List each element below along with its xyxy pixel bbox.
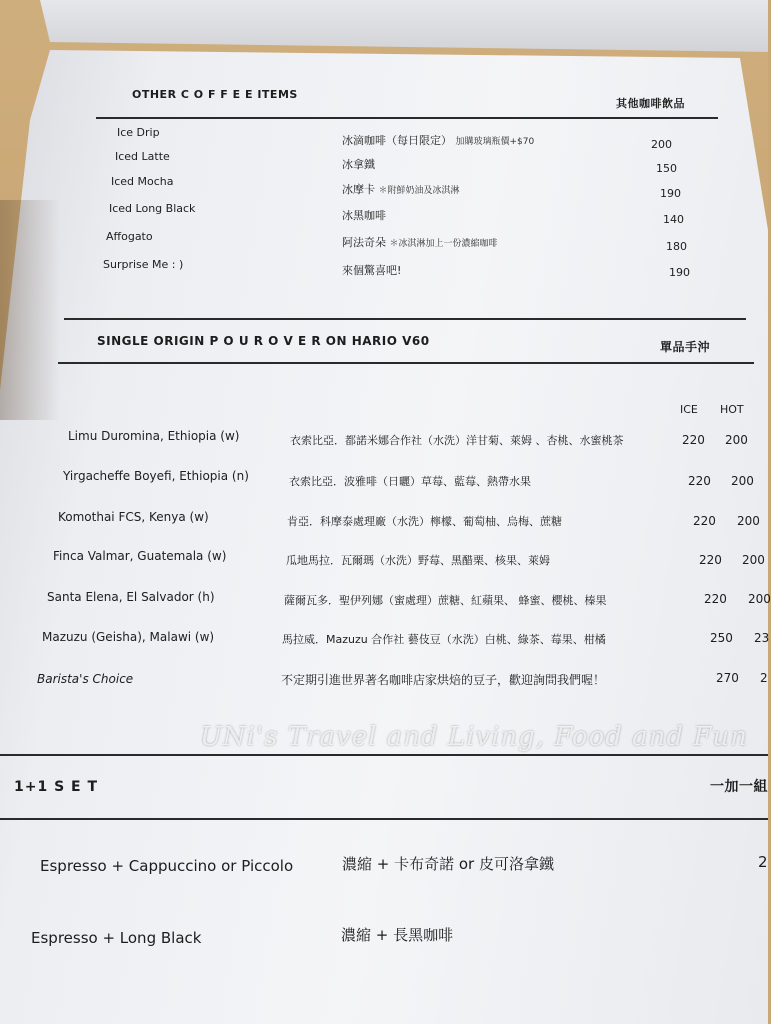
section-rule bbox=[0, 754, 768, 756]
price-ice: 220 bbox=[688, 474, 711, 488]
menu-item-price: 180 bbox=[666, 240, 687, 253]
menu-item-name-zh: 冰滴咖啡（每日限定） 加購玻璃瓶價+$70 bbox=[342, 134, 535, 147]
single-origin-title: SINGLE ORIGIN P O U R O V E R ON HARIO V60 bbox=[97, 334, 430, 348]
menu-item-name-zh: 冰拿鐵 bbox=[342, 158, 375, 171]
coffee-origin-name: Komothai FCS, Kenya (w) bbox=[58, 510, 209, 524]
menu-item-name-zh: 冰摩卡 ＊附鮮奶油及冰淇淋 bbox=[342, 183, 460, 196]
price-hot: 2 bbox=[760, 671, 768, 685]
menu-item-price: 200 bbox=[651, 138, 672, 151]
coffee-origin-name: Barista's Choice bbox=[37, 672, 134, 686]
coffee-tasting-notes: 瓜地馬拉．瓦爾瑪（水洗）野莓、黑醋栗、核果、萊姆 bbox=[286, 554, 550, 567]
column-header-hot: HOT bbox=[720, 403, 744, 416]
price-ice: 220 bbox=[699, 553, 722, 567]
coffee-origin-name: Finca Valmar, Guatemala (w) bbox=[53, 549, 227, 563]
coffee-origin-name: Yirgacheffe Boyefi, Ethiopia (n) bbox=[63, 469, 249, 483]
price-hot: 200 bbox=[742, 553, 765, 567]
menu-item-name: Ice Drip bbox=[117, 126, 160, 139]
menu-item-name-zh: 來個驚喜吧! bbox=[342, 264, 402, 277]
price-ice: 220 bbox=[693, 514, 716, 528]
menu-item-name: Iced Long Black bbox=[109, 202, 196, 215]
set-item-name: Espresso + Long Black bbox=[31, 929, 202, 947]
coffee-tasting-notes: 不定期引進世界著名咖啡店家烘焙的豆子，歡迎詢問我們喔！ bbox=[281, 673, 606, 687]
coffee-tasting-notes: 馬拉威．Mazuzu 合作社 藝伎豆（水洗）白桃、綠茶、莓果、柑橘 bbox=[282, 633, 606, 646]
menu-item-price: 190 bbox=[669, 266, 690, 279]
other-coffee-title-zh: 其他咖啡飲品 bbox=[616, 97, 685, 110]
menu-item-price: 150 bbox=[656, 162, 677, 175]
coffee-origin-name: Limu Duromina, Ethiopia (w) bbox=[68, 429, 240, 443]
price-ice: 220 bbox=[704, 592, 727, 606]
single-origin-title-zh: 單品手沖 bbox=[660, 340, 711, 354]
menu-item-name: Surprise Me : ) bbox=[103, 258, 184, 271]
set-item-name: Espresso + Cappuccino or Piccolo bbox=[40, 857, 294, 875]
menu-item-name: Iced Mocha bbox=[111, 175, 174, 188]
watermark: UNi's Travel and Living, Food and Fun bbox=[200, 722, 748, 752]
menu-item-name: Iced Latte bbox=[115, 150, 170, 163]
price-ice: 220 bbox=[682, 433, 705, 447]
price-hot: 23 bbox=[754, 631, 770, 645]
price-ice: 250 bbox=[710, 631, 733, 645]
set-item-name-zh: 濃縮 + 長黑咖啡 bbox=[341, 926, 454, 944]
menu-item-price: 190 bbox=[660, 187, 681, 200]
coffee-tasting-notes: 肯亞．科摩泰處理廠（水洗）檸檬、葡萄柚、烏梅、蔗糖 bbox=[287, 515, 562, 528]
other-coffee-title: OTHER C O F F E E ITEMS bbox=[132, 88, 298, 101]
section-rule bbox=[64, 318, 746, 320]
menu-item-price: 140 bbox=[663, 213, 684, 226]
price-hot: 200 bbox=[737, 514, 760, 528]
set-title: 1+1 S E T bbox=[14, 779, 99, 795]
coffee-tasting-notes: 薩爾瓦多．聖伊列娜（蜜處理）蔗糖、紅蘋果、 蜂蜜、櫻桃、榛果 bbox=[284, 594, 607, 607]
set-item-name-zh: 濃縮 + 卡布奇諾 or 皮可洛拿鐵 bbox=[342, 855, 554, 873]
section-rule bbox=[96, 117, 718, 119]
set-item-price: 2 bbox=[758, 853, 768, 871]
section-rule bbox=[0, 818, 768, 820]
coffee-tasting-notes: 衣索比亞．都諾米娜合作社（水洗）洋甘菊、萊姆 、杏桃、水蜜桃茶 bbox=[290, 434, 624, 447]
menu-item-name-zh: 阿法奇朵 ＊冰淇淋加上一份濃縮咖啡 bbox=[342, 236, 498, 249]
coffee-origin-name: Mazuzu (Geisha), Malawi (w) bbox=[42, 630, 215, 644]
coffee-origin-name: Santa Elena, El Salvador (h) bbox=[47, 590, 215, 604]
price-hot: 200 bbox=[748, 592, 771, 606]
set-title-zh: 一加一組 bbox=[710, 779, 768, 795]
price-ice: 270 bbox=[716, 671, 739, 685]
menu-item-name-zh: 冰黑咖啡 bbox=[342, 209, 386, 222]
price-hot: 200 bbox=[731, 474, 754, 488]
menu-item-name: Affogato bbox=[106, 230, 153, 243]
section-rule bbox=[58, 362, 754, 364]
page-shadow bbox=[0, 200, 60, 420]
coffee-tasting-notes: 衣索比亞．波雅啡（日曬）草莓、藍莓、熱帶水果 bbox=[289, 475, 531, 488]
price-hot: 200 bbox=[725, 433, 748, 447]
column-header-ice: ICE bbox=[680, 403, 698, 416]
